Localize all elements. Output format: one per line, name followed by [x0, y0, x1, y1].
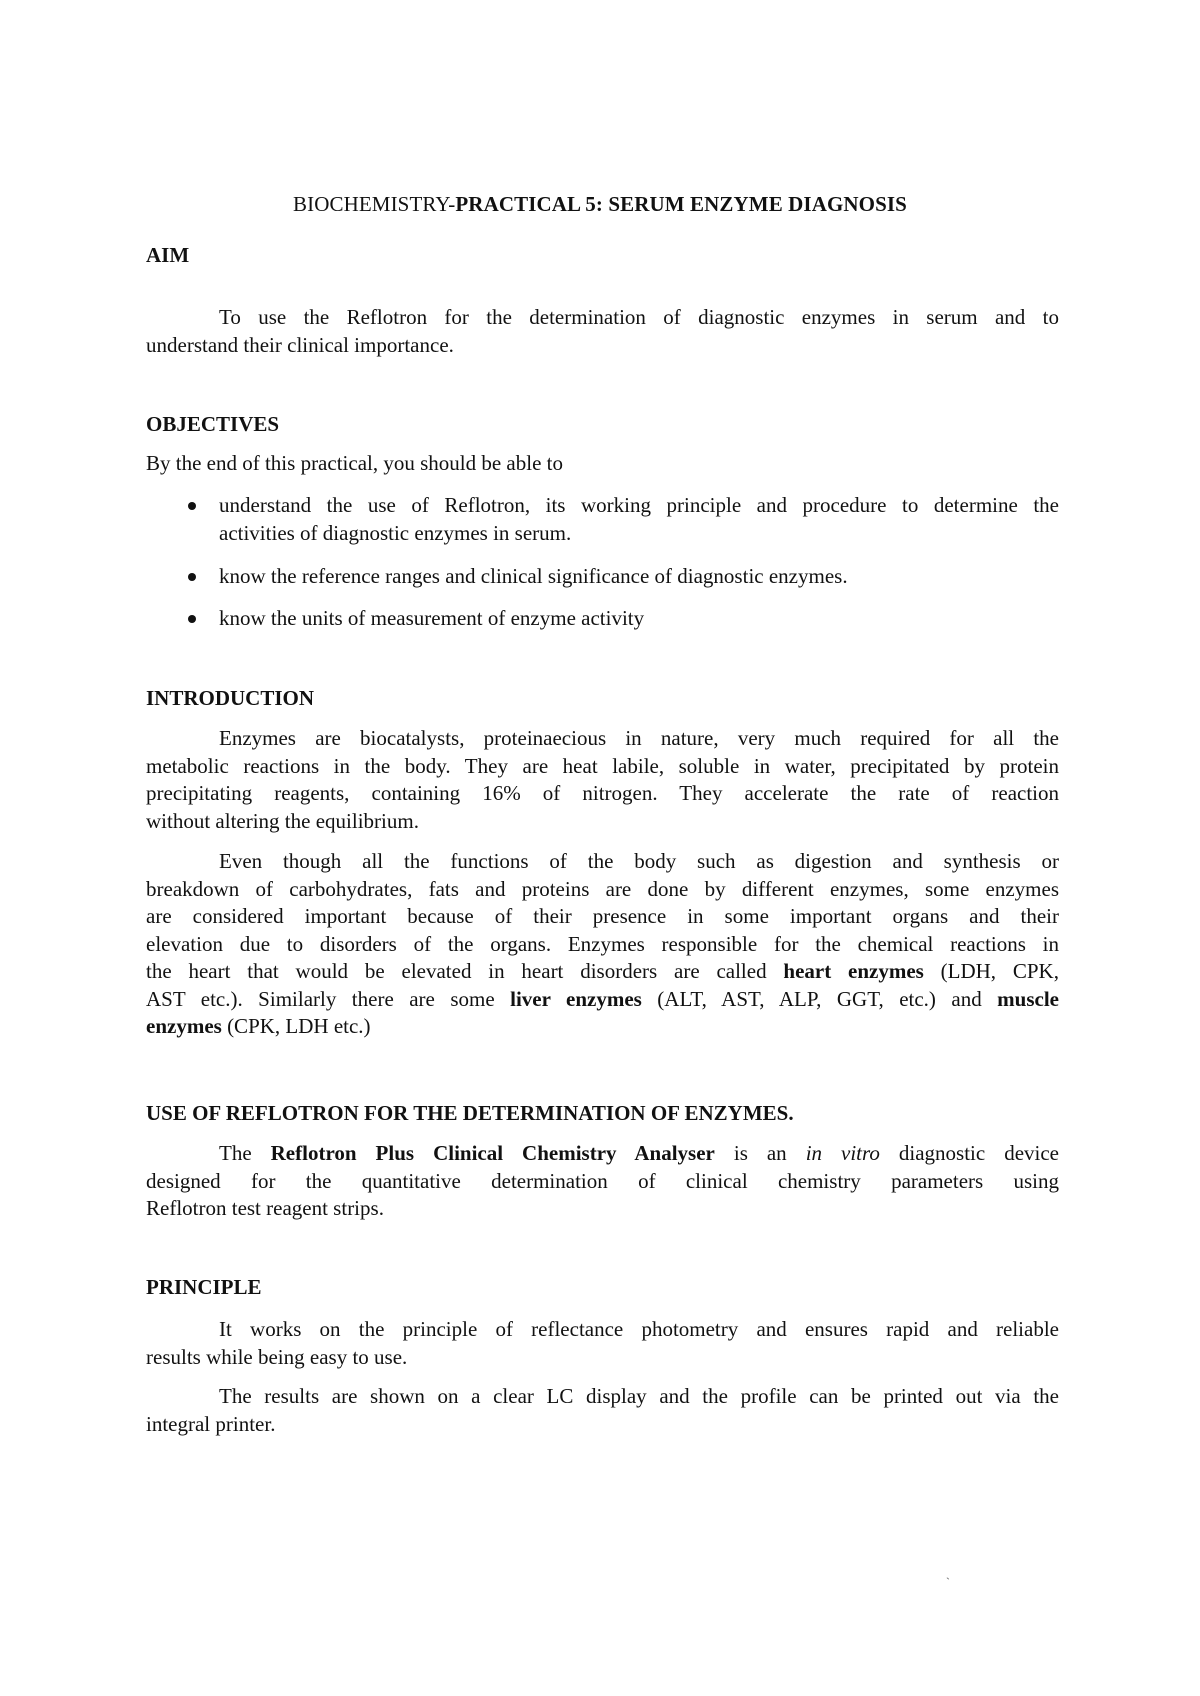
- enzymes-term: enzymes: [146, 1014, 222, 1038]
- objectives-list-2: [146, 563, 1059, 591]
- use-line-2: designed for the quantitative determination of clinical chemistry parameters using: [146, 1168, 1059, 1193]
- aim-line-2: understand their clinical importance.: [146, 332, 454, 357]
- intro-p2-line-7-post: (CPK, LDH etc.): [221, 1014, 371, 1038]
- title-part-1: BIOCHEMISTRY-: [293, 192, 456, 216]
- intro-p1-line-1: Enzymes are biocatalysts, proteinaecious in nature, very much required for all the: [219, 726, 1059, 750]
- objective-item: [146, 492, 1059, 547]
- use-line-3: Reflotron test reagent strips.: [146, 1196, 384, 1220]
- objectives-heading: OBJECTIVES: [146, 412, 280, 436]
- intro-p2-line-6-pre: AST etc.). Similarly there are some: [146, 986, 511, 1011]
- intro-p2-line-1: Even though all the functions of the body such as digestion and synthesis or: [219, 849, 1059, 873]
- principle-p1-line-1: It works on the principle of reflectance photometry and ensures rapid and reliable: [219, 1317, 1059, 1341]
- objective-item: [146, 605, 1059, 633]
- analyser-name: Reflotron Plus Clinical Chemistry Analyser: [270, 1141, 715, 1165]
- objectives-list-3: [146, 605, 1059, 633]
- use-line-1-mid: is an: [714, 1141, 806, 1165]
- document-title: [0, 192, 1200, 217]
- objective-3-line-1: know the units of measurement of enzyme activity: [219, 606, 645, 630]
- muscle-term: muscle: [997, 986, 1059, 1011]
- intro-p2-line-2: breakdown of carbohydrates, fats and proteins are done by different enzymes, some enzymes: [146, 876, 1059, 901]
- intro-p2-line-7: [146, 1013, 1059, 1041]
- objectives-intro: By the end of this practical, you should be able to: [146, 451, 563, 475]
- principle-p1-line-2: results while being easy to use.: [146, 1344, 408, 1369]
- principle-heading: PRINCIPLE: [146, 1275, 262, 1299]
- title-part-2: PRACTICAL 5: SERUM ENZYME DIAGNOSIS: [455, 192, 907, 216]
- use-line-1-pre: The: [219, 1141, 271, 1165]
- principle-p2-line-2: integral printer.: [146, 1411, 276, 1436]
- intro-p2-line-5-pre: the heart that would be elevated in heart disorders are called: [146, 959, 784, 983]
- bullet-icon: [188, 502, 196, 510]
- principle-paragraph-2: [146, 1383, 1059, 1438]
- bullet-icon: [188, 573, 196, 581]
- intro-p2-line-6: [146, 986, 1059, 1014]
- introduction-paragraph-2: [146, 848, 1059, 1041]
- bullet-icon: [188, 615, 196, 623]
- objective-1-line-1: understand the use of Reflotron, its working principle and procedure to determine the: [219, 493, 1059, 517]
- use-line-1: [146, 1140, 1059, 1168]
- intro-p2-line-3: are considered important because of their presence in some important organs and their: [146, 904, 1059, 928]
- aim-paragraph: [146, 304, 1059, 359]
- aim-line-1: To use the Reflotron for the determination of diagnostic enzymes in serum and to: [219, 305, 1059, 329]
- objective-1-line-2: activities of diagnostic enzymes in serum.: [219, 520, 572, 545]
- liver-enzymes-term: liver enzymes: [510, 986, 642, 1011]
- intro-p2-line-4: elevation due to disorders of the organs. Enzymes responsible for the chemical reactions in: [146, 931, 1059, 956]
- objective-item: [146, 563, 1059, 591]
- intro-p1-line-2: metabolic reactions in the body. They are heat labile, soluble in water, precipitated by protein: [146, 753, 1059, 778]
- footer-mark: ˎ: [946, 1566, 950, 1580]
- intro-p2-line-5: [146, 958, 1059, 986]
- intro-p1-line-4: without altering the equilibrium.: [146, 808, 419, 833]
- in-vitro-term: in vitro: [805, 1141, 880, 1165]
- heart-enzymes-term: heart enzymes: [783, 959, 924, 983]
- objective-2-line-1: know the reference ranges and clinical significance of diagnostic enzymes.: [219, 564, 848, 588]
- intro-p2-line-6-mid: (ALT, AST, ALP, GGT, etc.) and: [641, 986, 998, 1011]
- introduction-paragraph-1: [146, 725, 1059, 835]
- aim-heading: AIM: [146, 243, 190, 267]
- use-line-1-post: diagnostic device: [879, 1141, 1060, 1165]
- principle-paragraph-1: [146, 1316, 1059, 1371]
- use-of-reflotron-heading: USE OF REFLOTRON FOR THE DETERMINATION OF ENZYMES.: [146, 1101, 794, 1125]
- introduction-heading: INTRODUCTION: [146, 686, 315, 710]
- intro-p2-line-5-post: (LDH, CPK,: [923, 959, 1059, 983]
- objectives-list: [146, 492, 1059, 547]
- use-of-reflotron-paragraph: [146, 1140, 1059, 1223]
- principle-p2-line-1: The results are shown on a clear LC display and the profile can be printed out via the: [219, 1384, 1059, 1408]
- intro-p1-line-3: precipitating reagents, containing 16% of nitrogen. They accelerate the rate of reaction: [146, 781, 1059, 805]
